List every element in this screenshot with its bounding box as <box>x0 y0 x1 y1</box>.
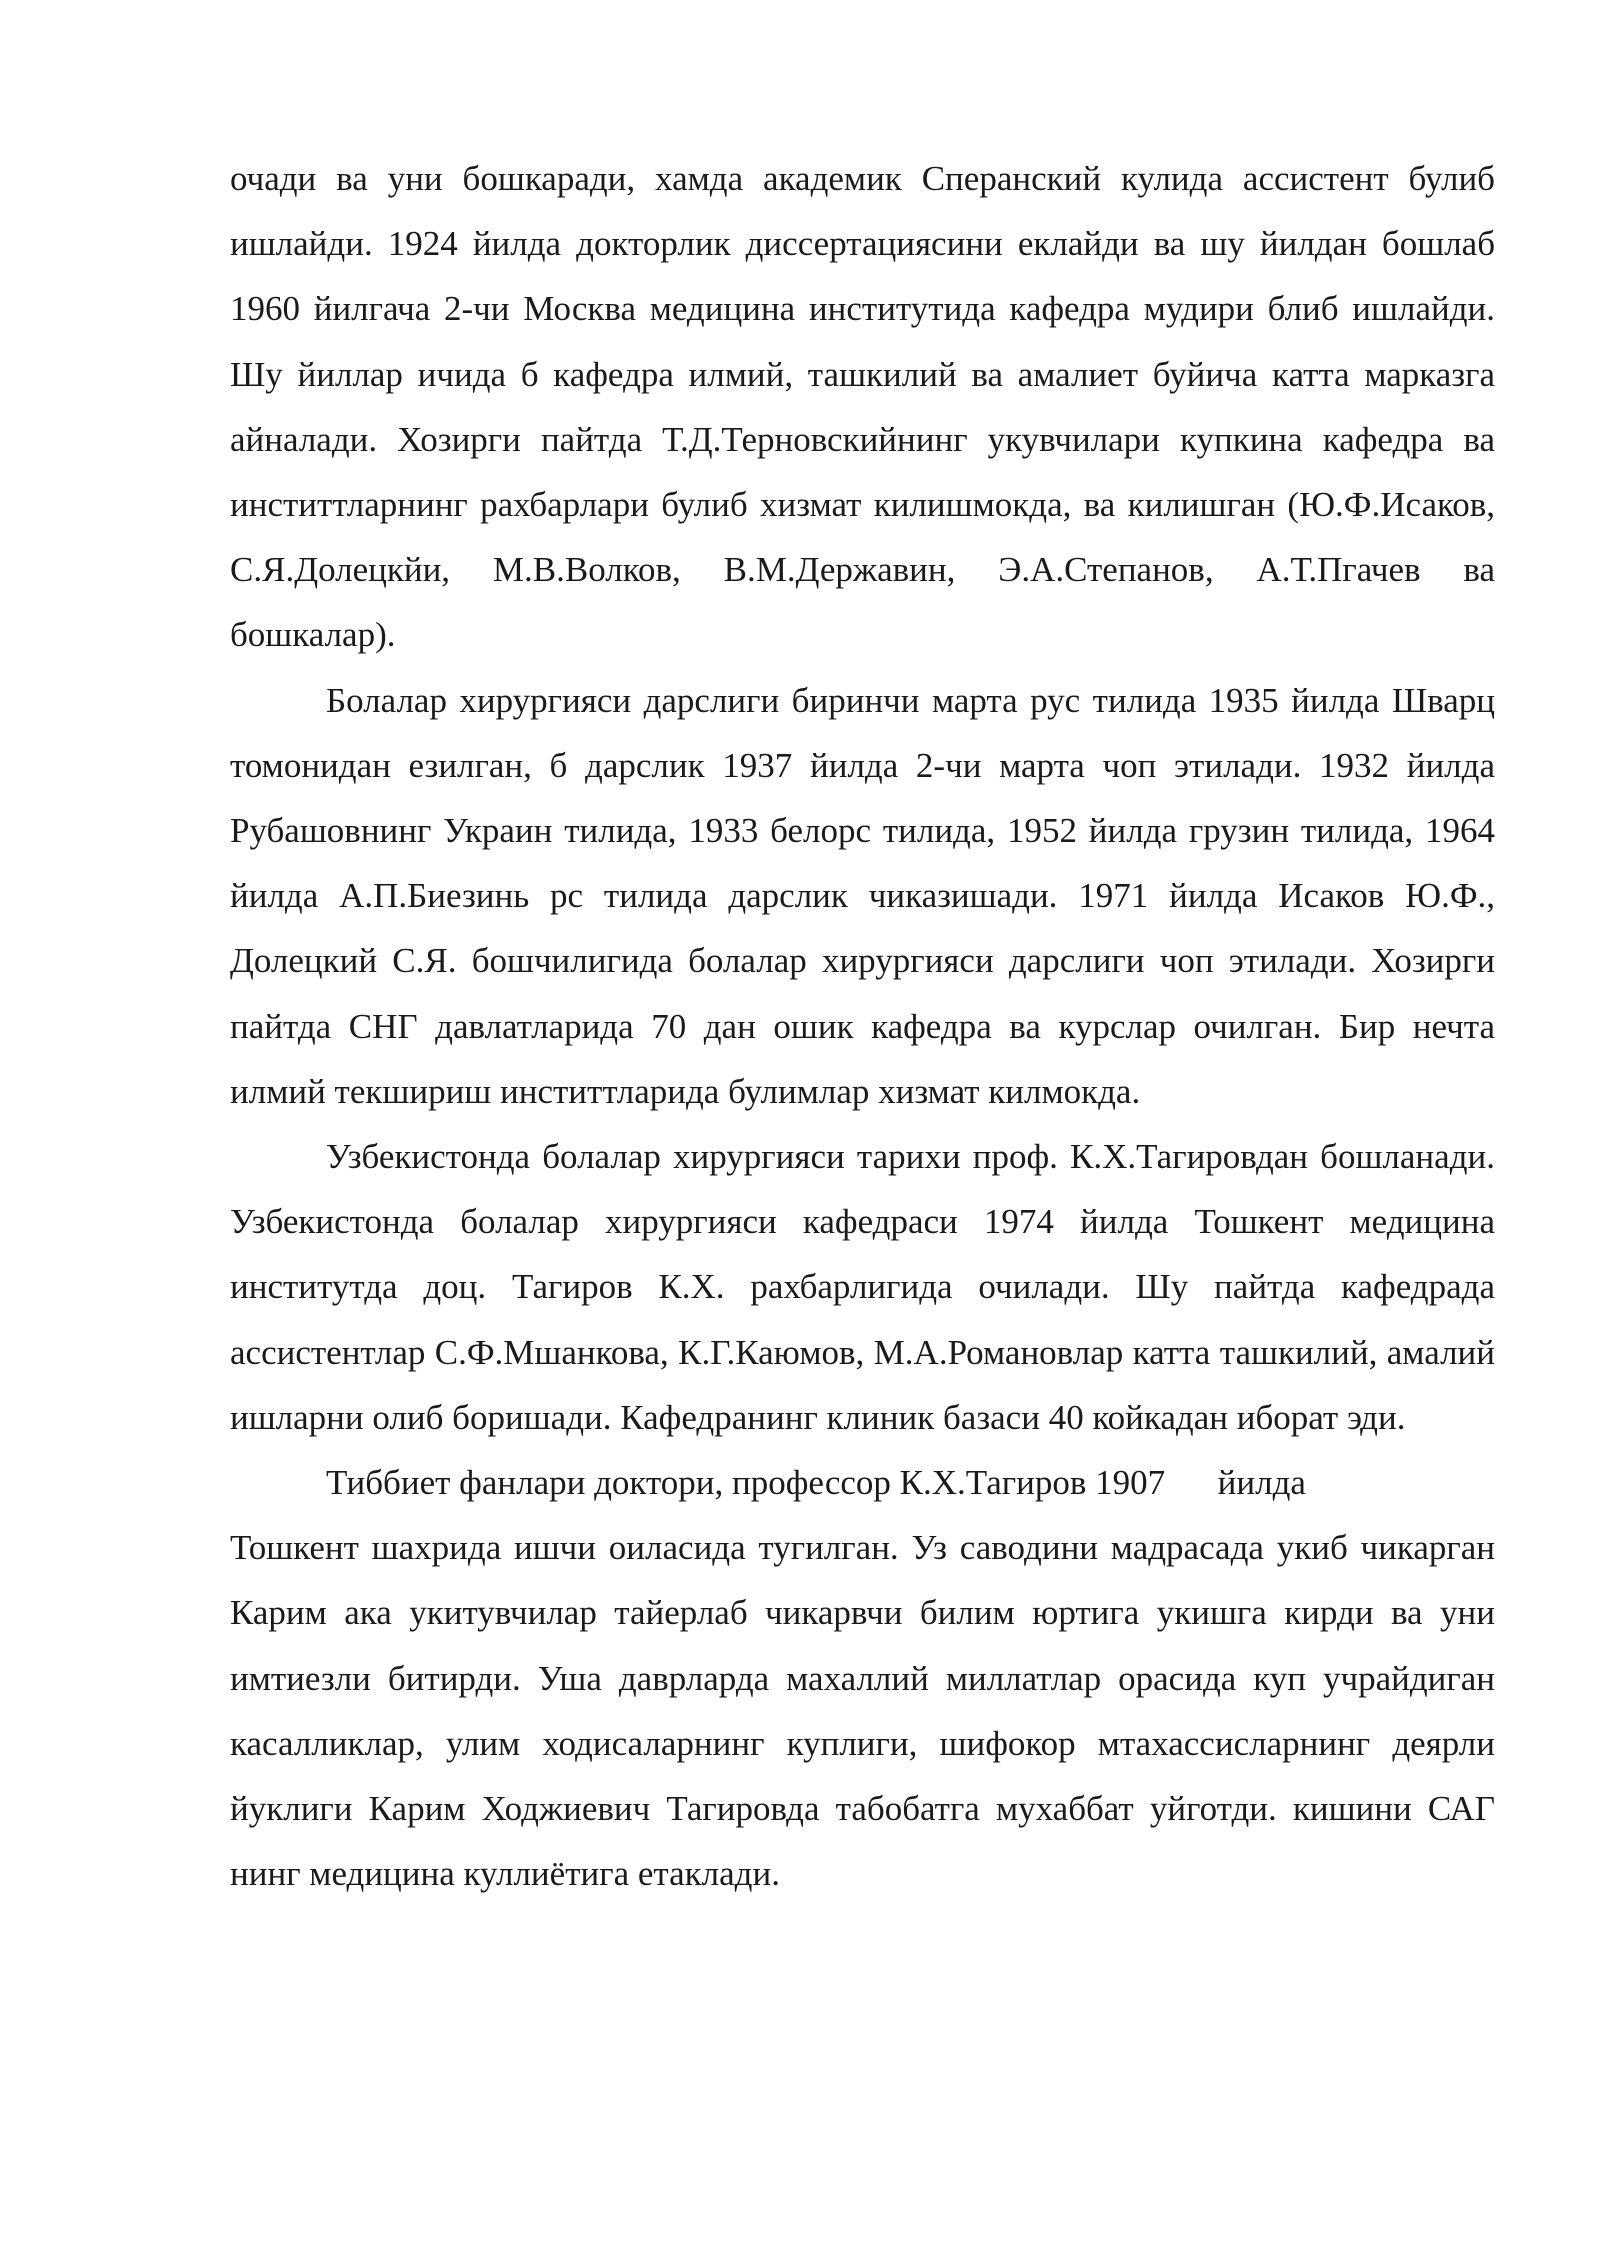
paragraph <box>230 1450 1495 1906</box>
paragraph-rest: Тошкент шахрида ишчи оиласида тугилган. Уз саводини мадрасада укиб чикарган Карим ака укитувчилар тайерлаб чикарвчи билим юртига укишга кирди ва уни имтиезли битирди. Уша даврларда махаллий миллатлар орасида куп учрайдиган касалликлар, улим ходисаларнинг куплиги, шифокор мтахассисларнинг деярли йуклиги Карим Ходжиевич Тагировда табобатга мухаббат уйготди. кишини САГ нинг медицина куллиётига етаклади. <box>230 1528 1495 1894</box>
document-body <box>230 146 1495 1906</box>
paragraph: очади ва уни бошкаради, хамда академик Сперанский кулида ассистент булиб ишлайди. 1924 йилда докторлик диссертациясини еклайди ва шу йилдан бошлаб 1960 йилгача 2-чи Москва медицина институтида кафедра мудири блиб ишлайди. Шу йиллар ичида б кафедра илмий, ташкилий ва амалиет буйича катта марказга айналади. Хозирги пайтда Т.Д.Терновскийнинг укувчилари купкина кафедра ва инститтларнинг рахбарлари булиб хизмат килишмокда, ва килишган (Ю.Ф.Исаков, С.Я.Долецкйи, М.В.Волков, В.М.Державин, Э.А.Степанов, А.Т.Пгачев ва бошкалар). <box>230 159 1495 655</box>
paragraph-first-line: Тиббиет фанлари доктори, профессор К.Х.Тагиров 1907 йилда <box>326 1463 1306 1503</box>
paragraph: Болалар хирургияси дарслиги биринчи марта рус тилида 1935 йилда Шварц томонидан езилган, б дарслик 1937 йилда 2-чи марта чоп этилади. 1932 йилда Рубашовнинг Украин тилида, 1933 белорс тилида, 1952 йилда грузин тилида, 1964 йилда А.П.Биезинь рс тилида дарслик чиказишади. 1971 йилда Исаков Ю.Ф., Долецкий С.Я. бошчилигида болалар хирургияси дарслиги чоп этилади. Хозирги пайтда СНГ давлатларида 70 дан ошик кафедра ва курслар очилган. Бир нечта илмий текшириш инститтларида булимлар хизмат килмокда. <box>230 680 1495 1111</box>
paragraph: Узбекистонда болалар хирургияси тарихи проф. К.Х.Тагировдан бошланади. Узбекистонда болалар хирургияси кафедраси 1974 йилда Тошкент медицина институтда доц. Тагиров К.Х. рахбарлигида очилади. Шу пайтда кафедрада ассистентлар С.Ф.Мшанкова, К.Г.Каюмов, М.А.Романовлар катта ташкилий, амалий ишларни олиб боришади. Кафедранинг клиник базаси 40 койкадан иборат эди. <box>230 1137 1495 1437</box>
